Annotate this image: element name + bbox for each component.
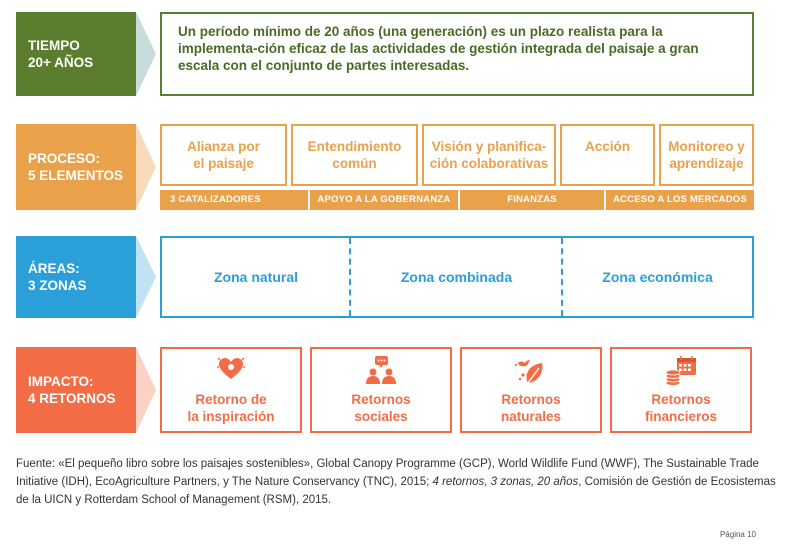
source-text-italic: 4 retornos, 3 zonas, 20 años <box>432 476 579 488</box>
retorno-inspiracion-label: Retorno de la inspiración <box>187 392 275 424</box>
tiempo-description: Un período mínimo de 20 años (una generación) es un plazo realista para la implementa-ción eficaz de las actividades de gestión integrada del paisaje a gran escala con el conjunto de partes interesadas. <box>160 12 754 96</box>
zones-container <box>160 236 754 318</box>
proceso-element-accion: Acción <box>560 124 655 186</box>
bar-finanzas: FINANZAS <box>460 190 604 210</box>
bar-gobernanza: APOYO A LA GOBERNANZA <box>310 190 458 210</box>
leaf-bird-icon <box>462 355 600 383</box>
retornos-sociales-label: Retornos sociales <box>351 392 411 424</box>
people-speech-icon <box>312 355 450 383</box>
zone-economica: Zona económica <box>602 269 713 285</box>
zone-combinada: Zona combinada <box>400 269 513 285</box>
source-text-part2: , Comisión de Gestión de Ecosistemas de la UICN y Rotterdam School of Management (RSM), 2015. <box>16 476 776 506</box>
bar-catalizadores-label: 3 CATALIZADORES <box>170 194 261 205</box>
retornos-financieros <box>610 347 752 433</box>
arrow-head-icon <box>220 215 225 221</box>
heart-icon <box>162 355 300 383</box>
source-text-part1: Fuente: «El pequeño libro sobre los paisajes sostenibles», Global Canopy Programme (GCP), World Wildlife Fund (WWF), The Sustainable Trade Initiative (IDH), EcoAgriculture Partners, y The Nature Conservancy (TNC), 2015; <box>16 458 759 488</box>
bar-catalizadores <box>160 190 308 210</box>
bar-mercados: ACCESO A LOS MERCADOS <box>606 190 754 210</box>
source-citation <box>16 455 776 509</box>
impacto-label: IMPACTO: 4 RETORNOS <box>16 347 136 433</box>
arrow-right-icon <box>174 218 220 219</box>
tiempo-chevron <box>136 12 156 96</box>
areas-label: ÁREAS: 3 ZONAS <box>16 236 136 318</box>
coins-calendar-icon <box>612 355 750 383</box>
impacto-chevron <box>136 347 156 433</box>
proceso-element-entendimiento: Entendimiento común <box>291 124 418 186</box>
proceso-element-monitoreo: Monitoreo y aprendizaje <box>659 124 754 186</box>
retornos-naturales <box>460 347 602 433</box>
proceso-element-alianza: Alianza por el paisaje <box>160 124 287 186</box>
retornos-sociales <box>310 347 452 433</box>
retorno-inspiracion <box>160 347 302 433</box>
proceso-chevron <box>136 124 156 210</box>
tiempo-label: TIEMPO 20+ AÑOS <box>16 12 136 96</box>
retornos-financieros-label: Retornos financieros <box>644 392 718 424</box>
zone-natural: Zona natural <box>213 269 298 285</box>
proceso-label: PROCESO: 5 ELEMENTOS <box>16 124 136 210</box>
retornos-naturales-label: Retornos naturales <box>500 392 562 424</box>
proceso-element-vision: Visión y planifica- ción colaborativas <box>422 124 556 186</box>
page-number: Página 10 <box>719 530 756 539</box>
areas-chevron <box>136 236 156 318</box>
